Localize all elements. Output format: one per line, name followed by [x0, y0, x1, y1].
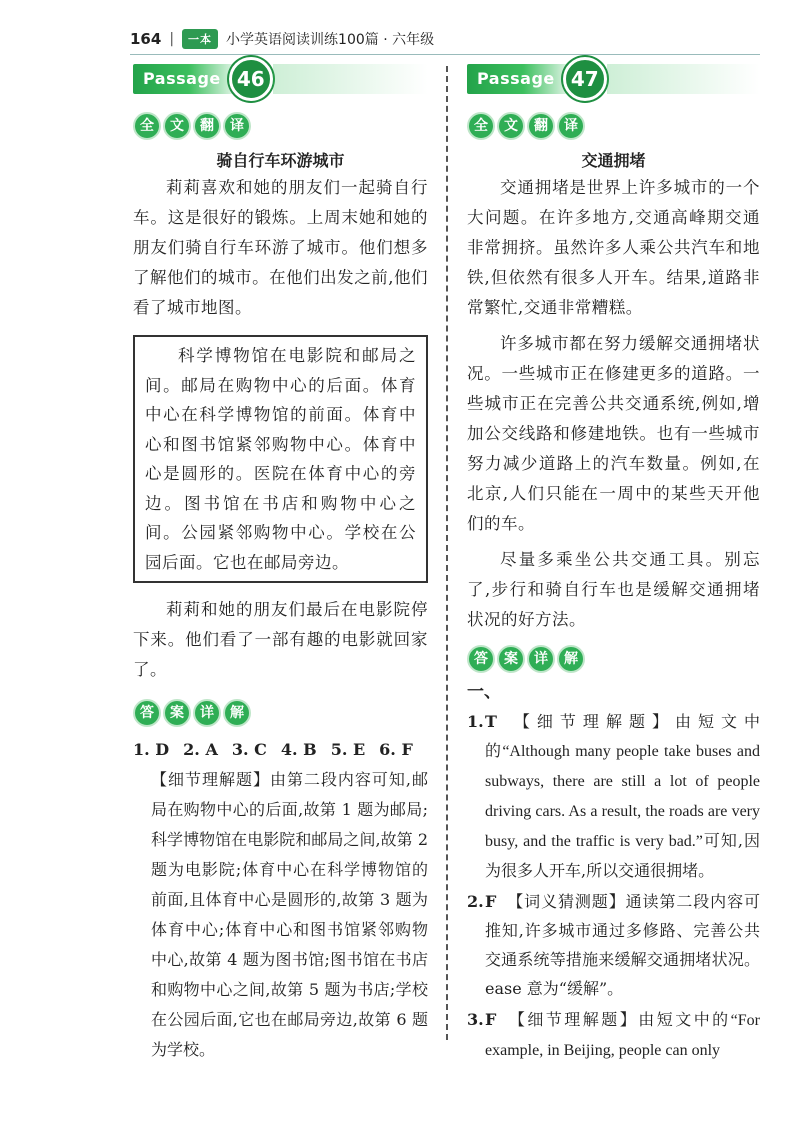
paragraph: 尽量多乘坐公共交通工具。别忘了,步行和骑自行车也是缓解交通拥堵状况的好方法。	[467, 550, 760, 629]
translation-tag: 全 文 翻 译	[467, 112, 760, 140]
passage-label: Passage	[467, 64, 569, 94]
section-heading: 一、	[467, 682, 501, 702]
answer-q2: 2. F 【词义猜测题】通读第二段内容可推知,许多城市通过多修路、完善公共交通系统等措施来缓解交通拥堵状况。ease 意为“缓解”。	[467, 892, 760, 998]
passage-47-column	[467, 64, 760, 1065]
book-title: 小学英语阅读训练100篇 · 六年级	[226, 32, 435, 48]
box-paragraph: 科学博物馆在电影院和邮局之间。邮局在购物中心的后面。体育中心在科学博物馆的前面。体育中心和图书馆紧邻购物中心。体育中心是圆形的。医院在体育中心的旁边。图书馆在书店和购物中心之间。公园紧邻购物中心。学校在公园后面。它也在邮局旁边。	[145, 346, 416, 572]
answer-q3: 3. F 【细节理解题】由短文中的“For example, in Beijing, people can only	[467, 1010, 760, 1059]
passage-number: 47	[563, 57, 607, 101]
paragraph: 交通拥堵是世界上许多城市的一个大问题。在许多地方,交通高峰期交通非常拥挤。虽然许多人乘公共汽车和地铁,但依然有很多人开车。结果,道路非常繁忙,交通非常糟糕。	[467, 178, 760, 317]
answer-key	[133, 735, 428, 765]
answer-item: 4. B	[280, 740, 317, 759]
page-number: 164	[130, 30, 162, 48]
brand-logo: 一本	[182, 29, 218, 49]
answer-item: 1. D	[133, 740, 170, 759]
header-rule	[130, 54, 760, 55]
header-separator: |	[169, 31, 175, 47]
passage-title: 骑自行车环游城市	[216, 151, 345, 170]
answer-item: 6. F	[379, 740, 413, 759]
paragraph: 莉莉和她的朋友们最后在电影院停下来。他们看了一部有趣的电影就回家了。	[133, 600, 428, 679]
page-header	[130, 26, 434, 52]
answer-item: 2. A	[183, 740, 218, 759]
map-description-box	[133, 335, 428, 583]
answer-q1: 1. T 【细节理解题】由短文中的“Although many people take buses and subways, there are still a lot of people driving cars. As a result, the roads are very busy, and the traffic is very bad.”可知,因为很多人开车,所以交通很拥堵。	[467, 712, 760, 880]
passage-title: 交通拥堵	[581, 151, 646, 170]
column-divider	[446, 66, 448, 1040]
answer-item: 5. E	[330, 740, 366, 759]
answer-explanation: 【细节理解题】由第二段内容可知,邮局在购物中心的后面,故第 1 题为邮局;科学博物馆在电影院和邮局之间,故第 2 题为电影院;体育中心在科学博物馆的前面,且体育中心是圆形的,故第 3 题为体育中心;体育中心和图书馆紧邻购物中心,故第 4 题为图书馆;图书馆在书店和购物中心之间,故第 5 题为书店;学校在公园后面,它也在邮局旁边,故第 6 题为学校。	[151, 770, 428, 1059]
passage-46-column	[133, 64, 428, 1065]
paragraph: 许多城市都在努力缓解交通拥堵状况。一些城市正在修建更多的道路。一些城市正在完善公共交通系统,例如,增加公交线路和修建地铁。也有一些城市努力减少道路上的汽车数量。例如,在北京,人们只能在一周中的某些天开他们的车。	[467, 334, 760, 533]
passage-46-badge	[133, 64, 428, 94]
passage-47-badge	[467, 64, 760, 94]
paragraph: 莉莉喜欢和她的朋友们一起骑自行车。这是很好的锻炼。上周末她和她的朋友们骑自行车环游了城市。他们想多了解他们的城市。在他们出发之前,他们看了城市地图。	[133, 178, 428, 317]
answer-item: 3. C	[231, 740, 267, 759]
translation-tag: 全 文 翻 译	[133, 112, 428, 140]
answer-tag: 答 案 详 解	[467, 645, 760, 673]
answer-tag: 答 案 详 解	[133, 699, 428, 727]
passage-label: Passage	[133, 64, 235, 94]
passage-number: 46	[229, 57, 273, 101]
